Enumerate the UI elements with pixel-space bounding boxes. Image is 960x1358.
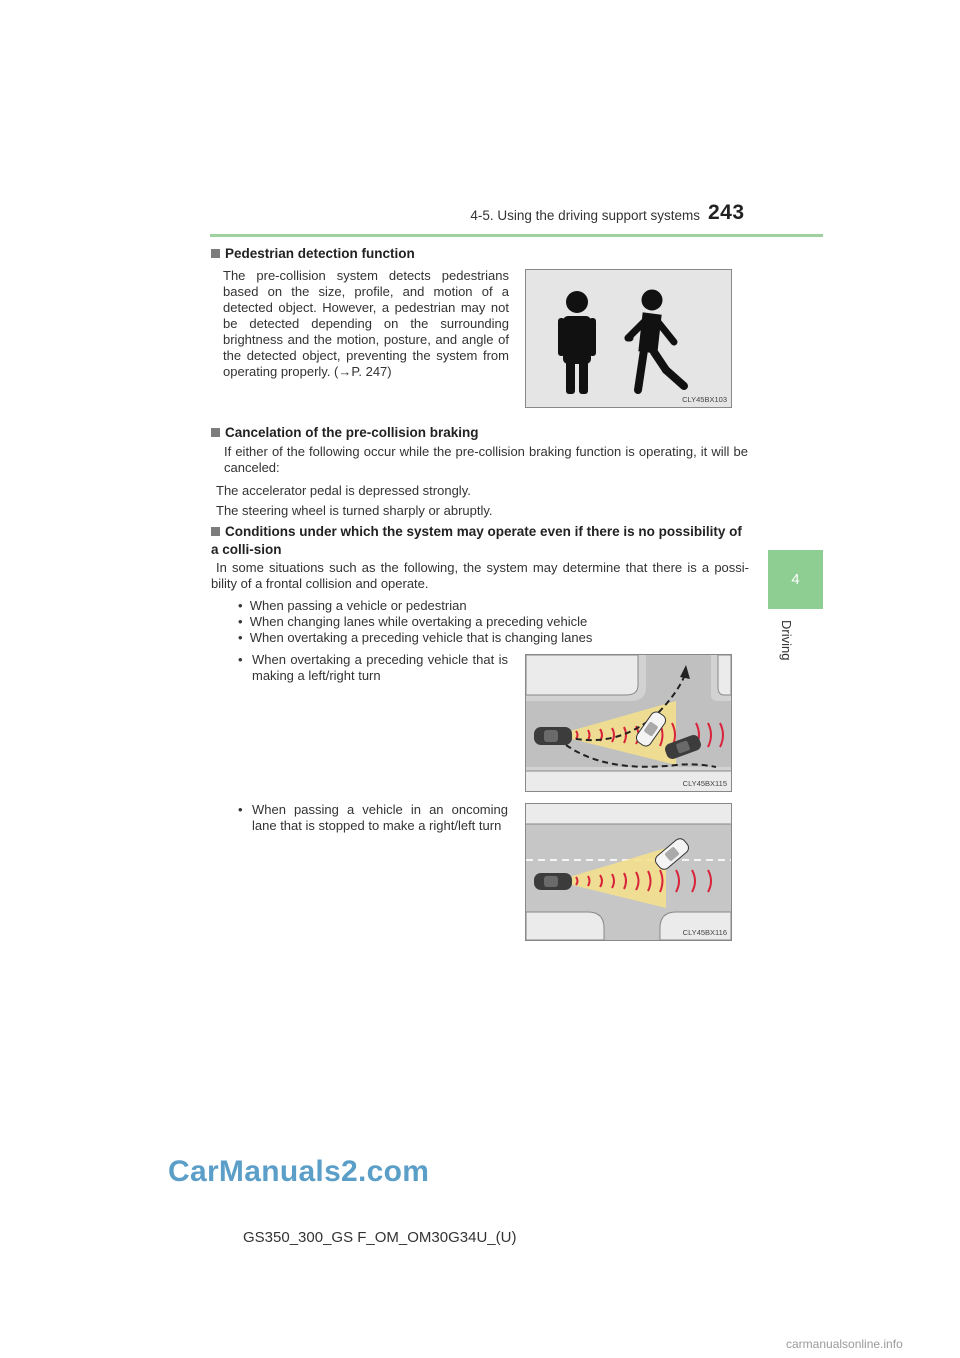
conditions-bullet-text: In some situations such as the following, the system may determine that there is a possi-bility of a frontal collision and operate. <box>211 560 749 591</box>
sub-item-2: • When changing lanes while overtaking a preceding vehicle <box>238 614 588 629</box>
heading-conditions-text: Conditions under which the system may operate even if there is no possibility of a colli-sion <box>211 524 742 557</box>
overtake-turning-illustration <box>526 655 731 791</box>
chapter-tab: 4 <box>768 550 823 609</box>
cancelation-body: If either of the following occur while the pre-collision braking function is operating, it will be canceled: <box>224 444 748 475</box>
figure-code: CLY45BX103 <box>682 395 727 404</box>
pedestrian-body: The pre-collision system detects pedestrians based on the size, profile, and motion of a detected object. However, a pedestrian may not be detected depending on the surrounding brightness and the motion, posture, and angle of the detected object, preventing the system from operating properly. (→P. 247) <box>223 268 509 379</box>
conditions-bullet <box>211 560 749 592</box>
cancel-bullet-1-text: The accelerator pedal is depressed strongly. <box>216 483 471 498</box>
figure-item-2: • When passing a vehicle in an oncoming lane that is stopped to make a right/left turn <box>238 802 508 833</box>
heading-cancelation-text: Cancelation of the pre-collision braking <box>225 425 479 440</box>
chapter-label-text: Driving <box>779 620 794 661</box>
walking-person-icon <box>628 290 684 390</box>
pedestrian-figure <box>525 269 732 408</box>
square-bullet-icon <box>211 428 220 437</box>
cancel-bullet-1 <box>211 483 471 499</box>
oncoming-figure <box>525 803 732 941</box>
turn-figure <box>525 654 732 792</box>
square-bullet-icon <box>211 249 220 258</box>
figure-item-1-text: When overtaking a preceding vehicle that is making a left/right turn <box>252 652 508 683</box>
pedestrian-illustration <box>526 270 731 407</box>
sub-item-1: • When passing a vehicle or pedestrian <box>238 598 467 613</box>
document-code: GS350_300_GS F_OM_OM30G34U_(U) <box>243 1229 517 1246</box>
heading-pedestrian <box>211 245 415 263</box>
cancel-bullet-2-text: The steering wheel is turned sharply or abruptly. <box>216 503 493 518</box>
watermark-logo[interactable]: CarManuals2.com <box>168 1155 430 1188</box>
figure-code: CLY45BX116 <box>682 928 727 937</box>
watermark-url[interactable]: carmanualsonline.info <box>786 1337 903 1351</box>
figure-item-1: • When overtaking a preceding vehicle that is making a left/right turn <box>238 652 508 683</box>
figure-item-2-text: When passing a vehicle in an oncoming lane that is stopped to make a right/left turn <box>252 802 508 833</box>
oncoming-stopped-illustration <box>526 804 731 940</box>
page-number: 243 <box>708 201 745 224</box>
square-bullet-icon <box>211 527 220 536</box>
sub-item-3: • When overtaking a preceding vehicle that is changing lanes <box>238 630 593 645</box>
chapter-label <box>778 620 798 680</box>
sub-item-3-text: When overtaking a preceding vehicle that is changing lanes <box>249 630 593 645</box>
standing-person-icon <box>558 291 596 394</box>
section-title: 4-5. Using the driving support systems <box>470 208 700 223</box>
sub-item-2-text: When changing lanes while overtaking a preceding vehicle <box>249 614 588 629</box>
heading-pedestrian-text: Pedestrian detection function <box>225 246 415 261</box>
figure-code: CLY45BX115 <box>682 779 727 788</box>
heading-conditions <box>211 523 749 559</box>
heading-cancelation <box>211 424 479 442</box>
cancel-bullet-2 <box>211 503 493 519</box>
sub-item-1-text: When passing a vehicle or pedestrian <box>249 598 467 613</box>
header-divider <box>210 234 823 237</box>
